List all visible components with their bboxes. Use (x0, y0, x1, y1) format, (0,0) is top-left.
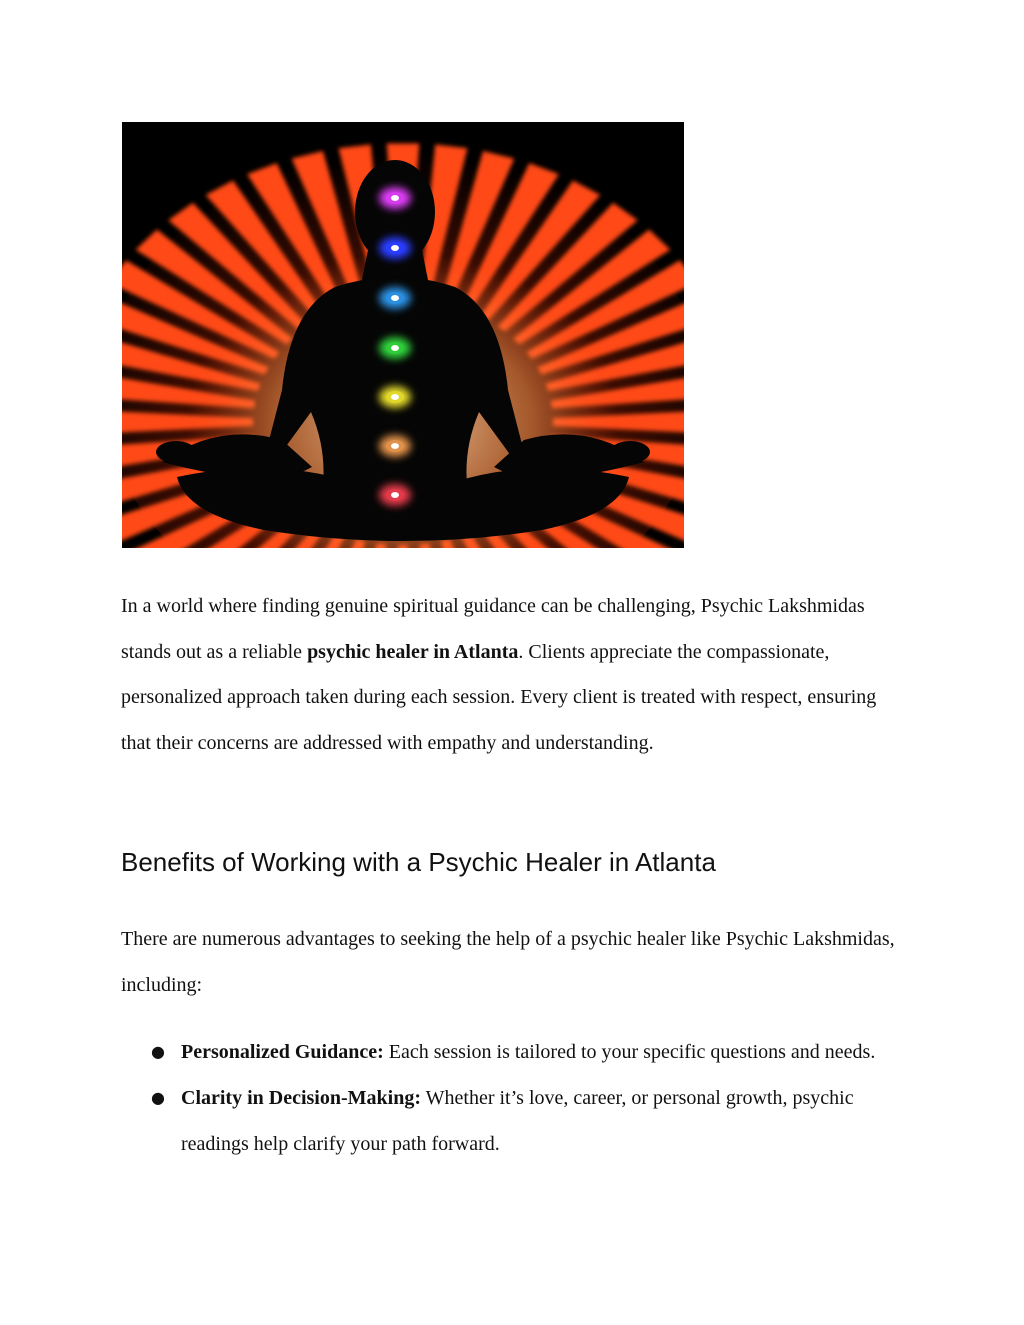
list-item-text: Whether it’s love, career, or personal growth, psychic readings help clarify your path forward. (181, 1087, 854, 1155)
chakra-dot (379, 287, 411, 309)
benefits-list (121, 1029, 911, 1167)
intro-bold-keyword: psychic healer in Atlanta (307, 640, 519, 663)
list-item (121, 1029, 911, 1075)
list-item-title: Clarity in Decision-Making: (181, 1087, 421, 1109)
chakra-dot (379, 435, 411, 457)
section-heading: Benefits of Working with a Psychic Healer in Atlanta (121, 847, 716, 877)
meditation-illustration-icon (122, 122, 684, 548)
intro-paragraph (121, 584, 911, 767)
intro-text-after: . Clients appreciate the compassionate, personalized approach taken during each session. Every client is treated with respect, ensuring that their concerns are addressed with empathy and understanding. (121, 640, 877, 755)
intro-text-before: In a world where finding genuine spiritual guidance can be challenging, Psychic Lakshmidas stands out as a reliable (121, 595, 865, 663)
chakra-dot (379, 187, 411, 209)
list-item-text: Each session is tailored to your specific questions and needs. (383, 1041, 876, 1063)
list-item (121, 1075, 911, 1167)
meditation-chakra-image (122, 122, 684, 548)
bullet-icon: ● (151, 1088, 165, 1107)
chakra-dot (379, 484, 411, 506)
bullet-icon: ● (151, 1042, 165, 1061)
chakra-dot (379, 386, 411, 408)
chakra-dot (379, 337, 411, 359)
section-lead-paragraph: There are numerous advantages to seeking the help of a psychic healer like Psychic Lakshmidas, including: (121, 928, 895, 996)
chakra-dot (379, 237, 411, 259)
list-item-title: Personalized Guidance: (181, 1041, 384, 1063)
